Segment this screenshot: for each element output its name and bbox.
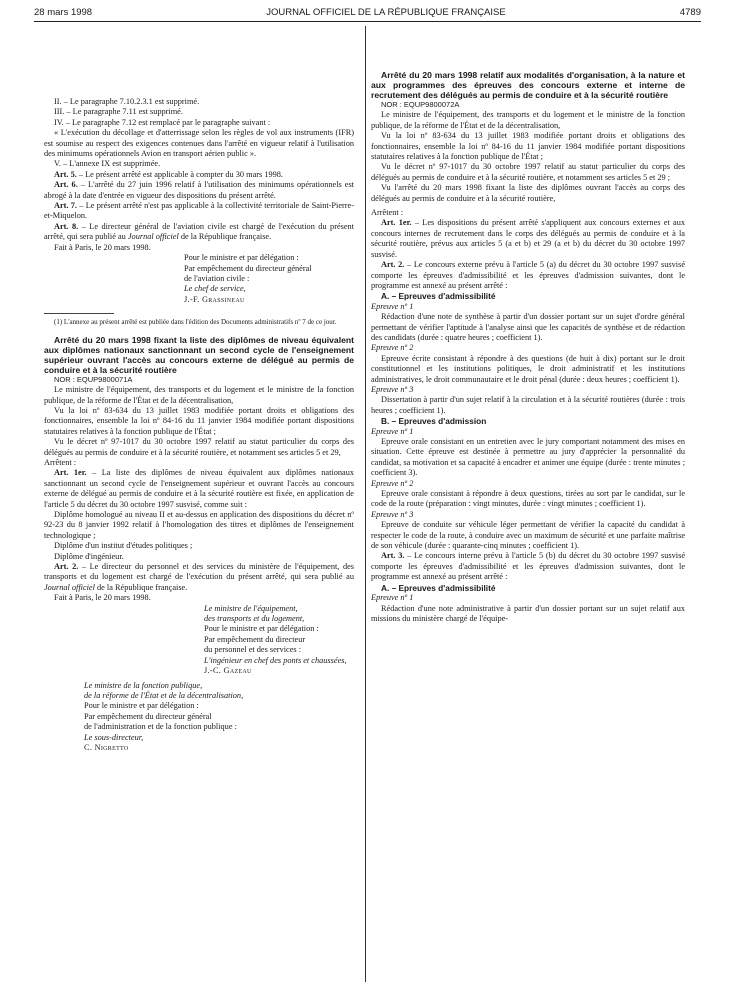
paragraph: Le ministre de l'équipement, des transports et du logement et le ministre de la fonction publique, de la réforme de l'État et de la décentralisation, — [371, 110, 685, 130]
article-text: – Le concours interne prévu à l'article 5 (b) du décret du 30 octobre 1997 susvisé comporte les épreuves d'admissibilité et les épreuves d'admission suivantes, dont le programme est annexé au présent arrêté : — [371, 551, 685, 582]
signature-line: Par empêchement du directeur — [204, 634, 306, 644]
signature-block — [194, 604, 354, 677]
header-page-number: 4789 — [679, 6, 701, 18]
paragraph: Epreuve de conduite sur véhicule léger permettant de vérifier la capacité du candidat à respecter le code de la route, à conduire avec un maximum de sécurité et une parfaite maîtrise de son véhicule (durée : quarante-cinq minutes ; coefficient 1). — [371, 520, 685, 551]
paragraph: V. – L'annexe IX est supprimée. — [54, 159, 161, 169]
section-heading: B. – Epreuves d'admission — [381, 416, 487, 427]
page-header — [34, 4, 701, 20]
article-5 — [44, 170, 354, 180]
article-6 — [44, 180, 354, 201]
paragraph: Diplôme d'ingénieur. — [54, 551, 124, 561]
signatory-name: C. Nigretto — [84, 742, 129, 752]
article-1 — [371, 218, 685, 260]
section-heading: A. – Epreuves d'admissibilité — [381, 291, 496, 302]
fait-a-paris: Fait à Paris, le 20 mars 1998. — [54, 593, 151, 603]
signatory-name: J.-C. Gazeau — [204, 666, 252, 676]
paragraph: Vu la loi nº 83-634 du 13 juillet 1983 modifiée portant droits et obligations des fonctionnaires, ensemble la loi nº 84-16 du 11 janvier 1984 modifiée portant dispositions statutaires relatives à la fonction publique de l'État ; — [44, 405, 354, 436]
article-text: – L'arrêté du 27 juin 1996 relatif à l'utilisation des minimums opérationnels est abrogé à la date d'entrée en vigueur des dispositions du présent arrêté. — [44, 180, 354, 200]
paragraph: Dissertation à partir d'un sujet relatif à la circulation et à la sécurité routières (durée : trois heures ; coefficient 1). — [371, 395, 685, 415]
header-date: 28 mars 1998 — [34, 6, 93, 18]
article-label: Art. 1er. — [381, 218, 412, 228]
signature-line: Par empêchement du directeur général — [184, 263, 312, 273]
article-1 — [44, 468, 354, 510]
paragraph: Vu le décret nº 97-1017 du 30 octobre 1997 relatif au statut particulier du corps des délégués au permis de conduire et à la sécurité routière, et notamment ses articles 5 et 29 ; — [371, 162, 685, 182]
article-label: Art. 2. — [54, 562, 79, 572]
signature-line: Le chef de service, — [184, 284, 246, 294]
paragraph: Epreuve écrite consistant à répondre à des questions (de huit à dix) portant sur le droit constitutionnel et les institutions politiques, le droit administratif et les institutions administratives, le droit communautaire et le droit pénal (durée : deux heures ; coefficient 1). — [371, 353, 685, 384]
decree-title: Arrêté du 20 mars 1998 relatif aux modalités d'organisation, à la nature et aux programmes des épreuves des concours externe et interne de recrutement des délégués au permis de conduire et à la sécurité routière — [371, 70, 685, 100]
epreuve-heading: Epreuve nº 3 — [371, 509, 414, 519]
epreuve-heading: Epreuve nº 1 — [371, 593, 414, 603]
epreuve-heading: Epreuve nº 2 — [371, 478, 414, 488]
article-label: Art. 1er. — [54, 468, 87, 478]
arretent: Arrêtent : — [44, 457, 77, 467]
epreuve-heading: Epreuve nº 1 — [371, 301, 414, 311]
paragraph: IV. – Le paragraphe 7.12 est remplacé par le paragraphe suivant : — [54, 117, 271, 127]
epreuve-heading: Epreuve nº 1 — [371, 426, 414, 436]
header-title: JOURNAL OFFICIEL DE LA RÉPUBLIQUE FRANÇAISE — [266, 6, 506, 18]
article-text: – Les dispositions du présent arrêté s'appliquent aux concours externes et aux concours internes de recrutement dans le corps des délégués au permis de conduire et à la sécurité routière, prévus aux articles 5 (a et b) et 29 (a et b) du décret du 30 octobre 1997 susvisé. — [371, 218, 685, 259]
nor-reference: NOR : EQUP9800072A — [381, 100, 460, 109]
section-heading: A. – Epreuves d'admissibilité — [381, 582, 496, 593]
article-text: de la République française. — [178, 232, 272, 242]
arretent: Arrêtent : — [371, 208, 404, 218]
signature-line: du personnel et des services : — [204, 645, 301, 655]
paragraph: Diplôme homologué au niveau II et au-dessus en application des dispositions du décret nº 92-23 du 8 janvier 1992 relatif à l'homologation des titres et diplômes de l'enseignement technologique ; — [44, 510, 354, 540]
signatory-name: J.-F. Grassineau — [184, 294, 245, 304]
article-text: – Le directeur du personnel et des services du ministère de l'équipement, des transports et du logement est chargé de l'exécution du présent arrêté, qui sera publié au — [44, 562, 354, 582]
signature-line: Pour le ministre et par délégation : — [84, 701, 199, 711]
signature-line: de la réforme de l'État et de la décentralisation, — [84, 690, 244, 700]
left-column — [44, 97, 354, 753]
signature-line: des transports et du logement, — [204, 614, 305, 624]
footnote: (1) L'annexe au présent arrêté est publiée dans l'édition des Documents administratifs nº 7 de ce jour. — [54, 318, 337, 327]
signature-line: Pour le ministre et par délégation : — [184, 253, 299, 263]
column-divider — [365, 26, 366, 982]
signature-line: Le ministre de l'équipement, — [204, 603, 298, 613]
right-column — [371, 70, 685, 624]
journal-name: Journal officiel — [44, 582, 95, 592]
article-2 — [44, 562, 354, 593]
nor-reference: NOR : EQUP9800071A — [54, 374, 133, 384]
paragraph: Epreuve orale consistant à répondre à deux questions, tirées au sort par le candidat, sur le code de la route (préparation : vingt minutes, durée : vingt minutes ; coefficient 1). — [371, 489, 685, 509]
article-label: Art. 5. — [54, 169, 77, 179]
footnote-rule — [44, 313, 114, 314]
article-text: – Le concours externe prévu à l'article 5 (a) du décret du 30 octobre 1997 susvisé comporte les épreuves d'admissibilité et les épreuves d'admission suivantes, dont le programme est annexé au présent arrêté : — [371, 260, 685, 290]
epreuve-heading: Epreuve nº 3 — [371, 384, 414, 394]
signature-line: Le sous-directeur, — [84, 732, 144, 742]
signature-block — [74, 681, 274, 754]
paragraph: Vu le décret nº 97-1017 du 30 octobre 1997 relatif au statut particulier du corps des délégués au permis de conduire et à la sécurité routière, et notamment ses articles 5 et 29, — [44, 437, 354, 457]
signature-line: Pour le ministre et par délégation : — [204, 624, 319, 634]
article-2 — [371, 260, 685, 291]
paragraph: Rédaction d'une note de synthèse à partir d'un dossier portant sur un sujet d'ordre général permettant de vérifier l'aptitude à l'analyse ainsi que les capacités de synthèse et de rédaction des candidats (durée : quatre heures ; coefficient 1). — [371, 312, 685, 342]
paragraph: Rédaction d'une note administrative à partir d'un dossier portant sur un sujet relatif aux missions du ministère chargé de l'équipe- — [371, 603, 685, 623]
article-label: Art. 7. — [54, 201, 78, 211]
paragraph: II. – Le paragraphe 7.10.2.3.1 est supprimé. — [54, 97, 200, 106]
article-text: – Le présent arrêté n'est pas applicable à la collectivité territoriale de Saint-Pierre-et-Miquelon. — [44, 201, 354, 221]
signature-block — [174, 253, 354, 305]
signature-line: de l'aviation civile : — [184, 273, 250, 283]
article-text: – La liste des diplômes de niveau équivalent aux diplômes nationaux sanctionnant un second cycle de l'enseignement supérieur et ouvrant l'accès au concours externe de délégué au permis de conduire et à la sécurité routière est fixée, en application de l'article 5 du décret du 30 octobre 1997 susvisé, comme suit : — [44, 468, 354, 509]
decree-title: Arrêté du 20 mars 1998 fixant la liste des diplômes de niveau équivalent aux diplômes nationaux sanctionnant un second cycle de l'enseignement supérieur ouvrant l'accès au concours externe de délégué au permis de conduire et à la sécurité routière — [44, 334, 354, 375]
paragraph: Vu l'arrêté du 20 mars 1998 fixant la liste des diplômes ouvrant l'accès au corps des délégués au permis de conduire et à la sécurité routière, — [371, 183, 685, 203]
signature-line: Le ministre de la fonction publique, — [84, 680, 203, 690]
paragraph: Le ministre de l'équipement, des transports et du logement et le ministre de la fonction publique, de la réforme de l'État et de la décentralisation, — [44, 385, 354, 405]
article-7 — [44, 201, 354, 222]
paragraph: Epreuve orale consistant en un entretien avec le jury comportant notamment des mises en situation. Cette épreuve est destinée à permettre au jury d'apprécier la personnalité du candidat, sa motivation et sa capacité à encadrer et animer une équipe (durée : trente minutes ; coefficient 3). — [371, 437, 685, 478]
paragraph: Diplôme d'un institut d'études politiques ; — [54, 541, 193, 551]
paragraph: III. – Le paragraphe 7.11 est supprimé. — [54, 107, 183, 117]
paragraph: « L'exécution du décollage et d'atterrissage selon les règles de vol aux instruments (IFR) est soumise au respect des exigences contenues dans l'arrêté en vigueur relatif à l'utilisation des minimums opérationnels Avion en transport aérien public ». — [44, 128, 354, 159]
article-text: – Le directeur général de l'aviation civile est chargé de l'exécution du présent arrêté, qui sera publié au — [44, 221, 354, 242]
journal-name: Journal officiel — [127, 232, 179, 242]
article-label: Art. 3. — [381, 551, 405, 561]
signature-line: L'ingénieur en chef des ponts et chaussées, — [204, 655, 347, 665]
article-label: Art. 2. — [381, 260, 405, 270]
article-3 — [371, 551, 685, 582]
epreuve-heading: Epreuve nº 2 — [371, 343, 414, 353]
paragraph: Vu la loi nº 83-634 du 13 juillet 1983 modifiée portant droits et obligations des fonctionnaires, ensemble la loi nº 84-16 du 11 janvier 1984 modifiée portant dispositions statutaires relatives à la fonction publique de l'État ; — [371, 131, 685, 162]
article-label: Art. 8. — [54, 221, 79, 231]
article-label: Art. 6. — [54, 180, 78, 190]
article-text: de la République française. — [94, 582, 188, 592]
article-8 — [44, 222, 354, 243]
signature-line: Par empêchement du directeur général — [84, 711, 212, 721]
article-text: – Le présent arrêté est applicable à compter du 30 mars 1998. — [76, 169, 284, 179]
fait-a-paris: Fait à Paris, le 20 mars 1998. — [54, 242, 151, 252]
header-rule — [34, 21, 701, 22]
signature-line: de l'administration et de la fonction publique : — [84, 722, 237, 732]
